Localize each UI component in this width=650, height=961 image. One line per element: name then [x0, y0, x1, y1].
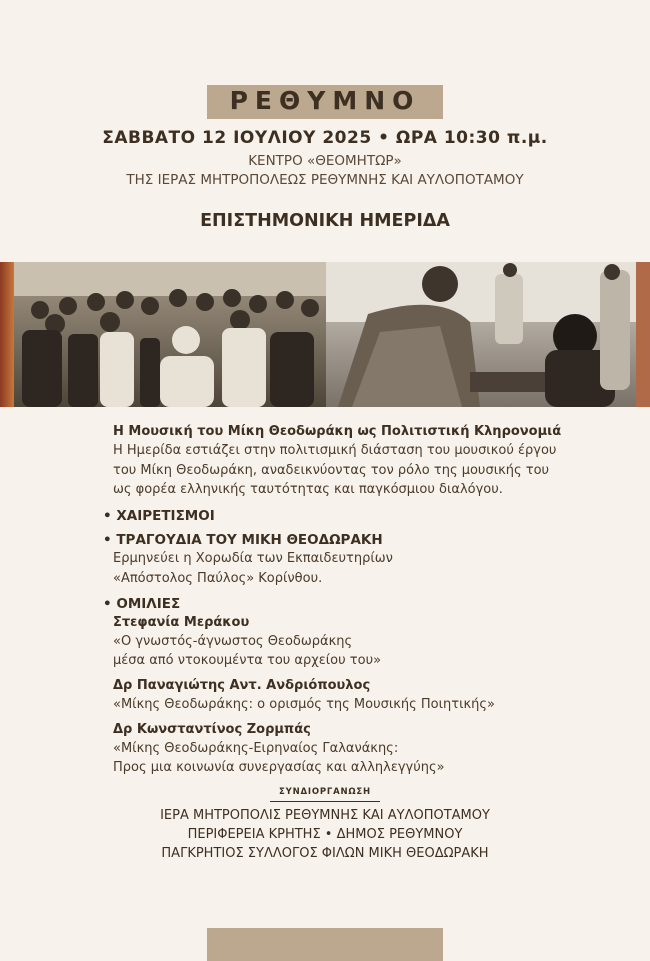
- bullet-icon: •: [103, 596, 117, 612]
- songs-line: Ερμηνεύει η Χορωδία των Εκπαιδευτηρίων: [113, 551, 393, 566]
- organizers-label: ΣΥΝΔΙΟΡΓΑΝΩΣΗ: [279, 787, 371, 797]
- speaker-topic: Προς μια κοινωνία συνεργασίας και αλληλεγγύης»: [113, 760, 445, 775]
- crowd-photo: [14, 262, 326, 407]
- organizers-divider: [270, 801, 380, 802]
- songs-line: «Απόστολος Παύλος» Κορίνθου.: [113, 571, 323, 586]
- intro-line: Η Ημερίδα εστιάζει στην πολιτισμική διάσταση του μουσικού έργου: [113, 443, 557, 458]
- organizer-line: ΠΕΡΙΦΕΡΕΙΑ ΚΡΗΤΗΣ • ΔΗΜΟΣ ΡΕΘΥΜΝΟΥ: [187, 827, 463, 842]
- speaker-topic: «Ο γνωστός-άγνωστος Θεοδωράκης: [113, 634, 353, 649]
- intro-title: Η Μουσική του Μίκη Θεοδωράκη ως Πολιτιστική Κληρονομιά: [113, 424, 562, 439]
- intro-line: ως φορέα ελληνικής ταυτότητας και παγκόσμιου διαλόγου.: [113, 482, 503, 497]
- section-greetings: • ΧΑΙΡΕΤΙΣΜΟΙ: [103, 508, 215, 524]
- speaker-topic: μέσα από ντοκουμέντα του αρχείου του»: [113, 653, 382, 668]
- speaker-name: Δρ Παναγιώτης Αντ. Ανδριόπουλος: [113, 678, 371, 693]
- venue-line-2: ΤΗΣ ΙΕΡΑΣ ΜΗΤΡΟΠΟΛΕΩΣ ΡΕΘΥΜΝΗΣ ΚΑΙ ΑΥΛΟΠΟΤΑΜΟΥ: [126, 172, 524, 188]
- speaker-name: Δρ Κωνσταντίνος Ζορμπάς: [113, 722, 311, 737]
- organizer-line: ΠΑΓΚΡΗΤΙΟΣ ΣΥΛΛΟΓΟΣ ΦΙΛΩΝ ΜΙΚΗ ΘΕΟΔΩΡΑΚΗ: [161, 846, 489, 861]
- section-songs: • ΤΡΑΓΟΥΔΙΑ ΤΟΥ ΜΙΚΗ ΘΕΟΔΩΡΑΚΗ: [103, 532, 383, 548]
- photo-collage: [0, 262, 650, 407]
- bullet-icon: •: [103, 508, 117, 524]
- speaker-topic: «Μίκης Θεοδωράκης: ο ορισμός της Μουσικής Ποιητικής»: [113, 697, 495, 712]
- meeting-photo: [326, 262, 636, 407]
- section-talks: • ΟΜΙΛΙΕΣ: [103, 596, 181, 612]
- organizer-line: ΙΕΡΑ ΜΗΤΡΟΠΟΛΙΣ ΡΕΘΥΜΝΗΣ ΚΑΙ ΑΥΛΟΠΟΤΑΜΟΥ: [160, 808, 490, 823]
- footer-band: [207, 928, 443, 961]
- intro-line: του Μίκη Θεοδωράκη, αναδεικνύοντας τον ρόλο της μουσικής του: [113, 463, 550, 478]
- speaker-name: Στεφανία Μεράκου: [113, 615, 250, 630]
- city-title: ΡΕΘΥΜΝΟ: [229, 85, 421, 115]
- title-band: [207, 85, 443, 119]
- speaker-topic: «Μίκης Θεοδωράκης-Ειρηναίος Γαλανάκης:: [113, 741, 399, 756]
- date-time: ΣΑΒΒΑΤΟ 12 ΙΟΥΛΙΟΥ 2025 • ΩΡΑ 10:30 π.μ.: [102, 128, 548, 148]
- bullet-icon: •: [103, 532, 117, 548]
- event-type: ΕΠΙΣΤΗΜΟΝΙΚΗ ΗΜΕΡΙΔΑ: [200, 211, 450, 231]
- venue-line-1: ΚΕΝΤΡΟ «ΘΕΟΜΗΤΩΡ»: [248, 153, 402, 169]
